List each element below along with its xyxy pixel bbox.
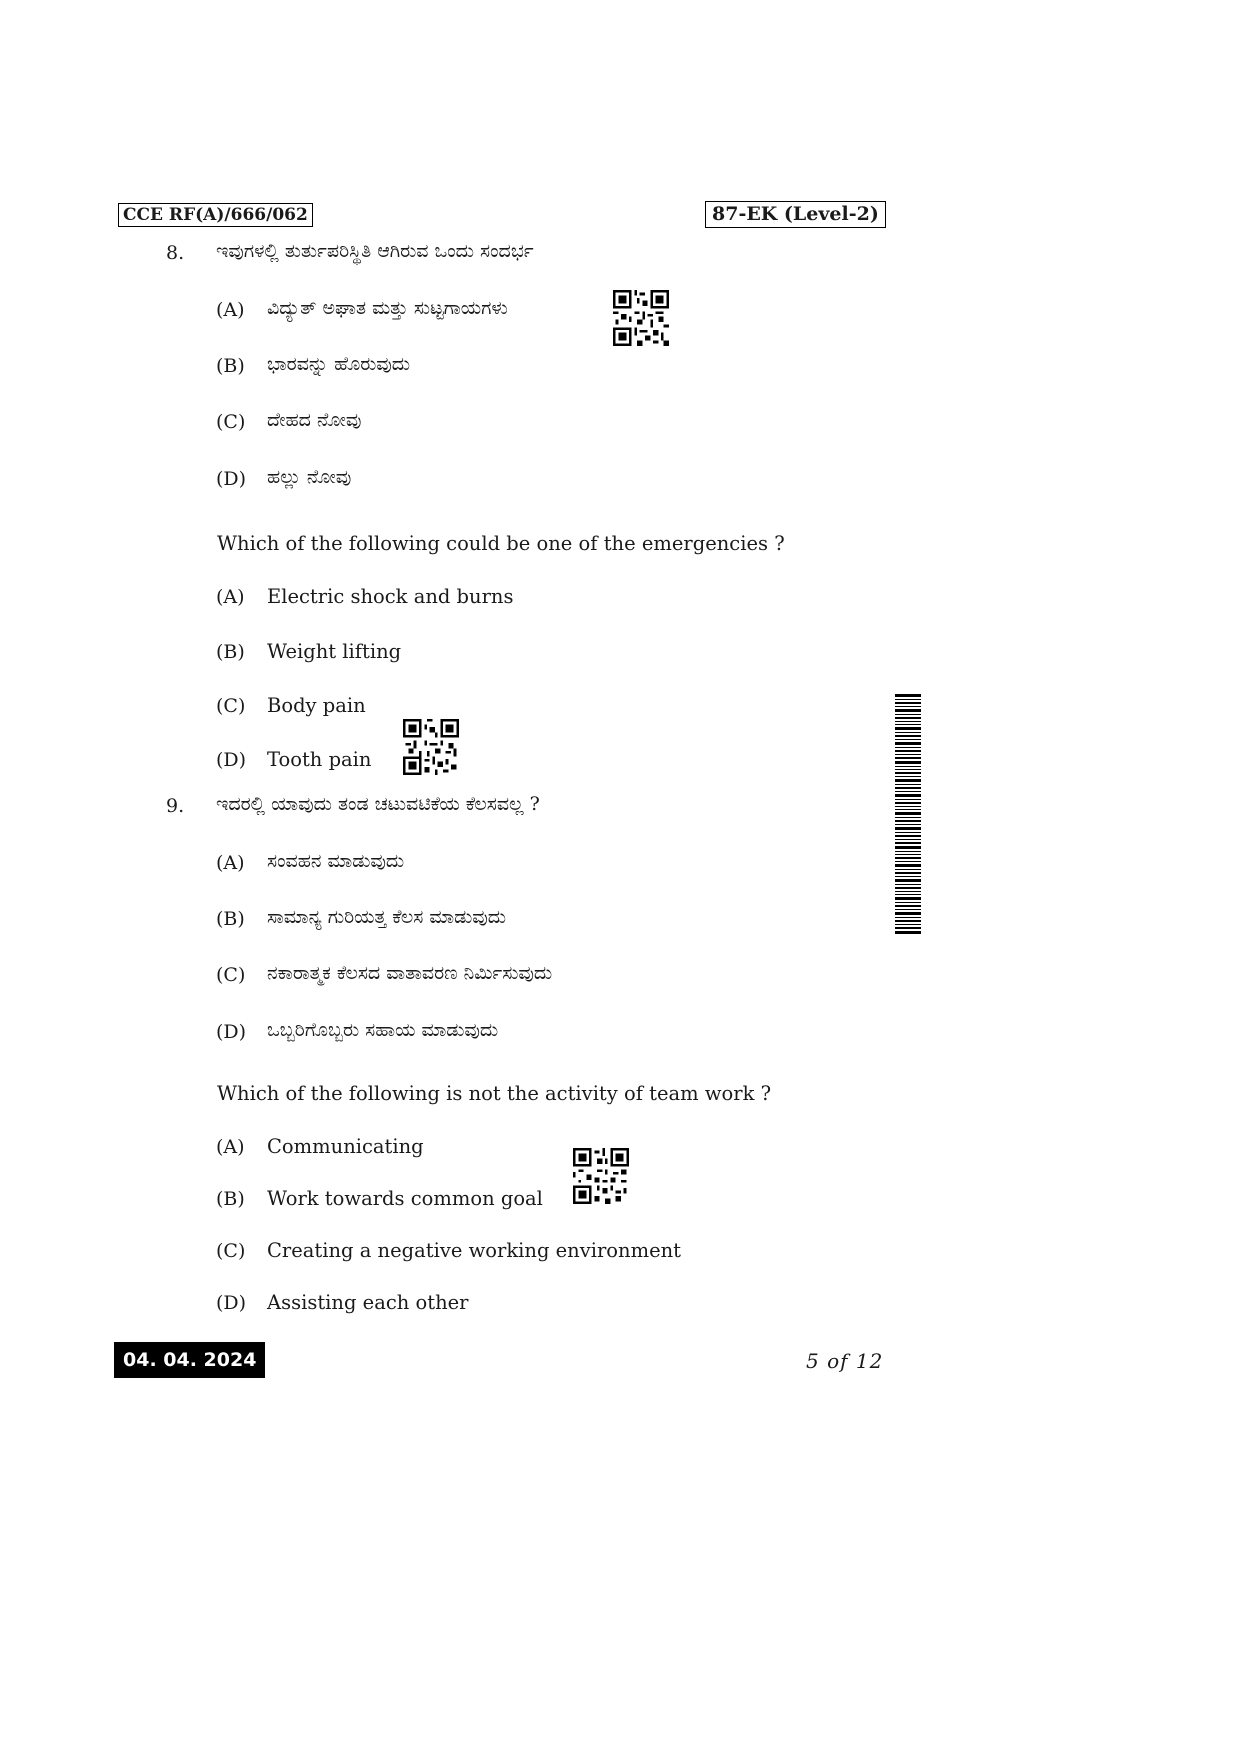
option-letter: (C) (216, 964, 246, 986)
question-stem-kannada: ಇವುಗಳಲ್ಲಿ ತುರ್ತುಪರಿಸ್ಥಿತಿ ಆಗಿರುವ ಒಂದು ಸಂದರ್ಭ (216, 240, 534, 262)
option-text-kannada: ದೇಹದ ನೋವು (267, 409, 362, 431)
option-letter: (A) (216, 586, 245, 608)
option-letter: (D) (216, 1292, 247, 1314)
option-letter: (D) (216, 468, 247, 490)
page-number: 5 of 12 (806, 1349, 884, 1373)
option-letter: (A) (216, 852, 245, 874)
option-letter: (B) (216, 641, 245, 663)
paper-code-left: CCE RF(A)/666/062 (118, 203, 313, 227)
option-letter: (A) (216, 1136, 245, 1158)
option-text-kannada: ಭಾರವನ್ನು ಹೊರುವುದು (267, 353, 411, 375)
question-stem-english: Which of the following could be one of the emergencies ? (217, 532, 785, 555)
question-stem-kannada: ಇದರಲ್ಲಿ ಯಾವುದು ತಂಡ ಚಟುವಟಿಕೆಯ ಕೆಲಸವಲ್ಲ ? (216, 793, 540, 815)
option-text-english: Electric shock and burns (267, 585, 514, 608)
option-text-english: Body pain (267, 694, 366, 717)
option-text-english: Weight lifting (267, 640, 402, 663)
option-letter: (C) (216, 695, 246, 717)
option-letter: (D) (216, 749, 247, 771)
paper-code-right: 87-EK (Level-2) (705, 201, 886, 228)
option-text-kannada: ವಿದ್ಯುತ್ ಅಘಾತ ಮತ್ತು ಸುಟ್ಟಗಾಯಗಳು (267, 297, 508, 319)
option-letter: (A) (216, 299, 245, 321)
option-letter: (B) (216, 1188, 245, 1210)
option-text-kannada: ಸಾಮಾನ್ಯ ಗುರಿಯತ್ತ ಕೆಲಸ ಮಾಡುವುದು (267, 906, 507, 928)
option-letter: (D) (216, 1021, 247, 1043)
option-letter: (B) (216, 355, 245, 377)
option-text-english: Communicating (267, 1135, 424, 1158)
option-text-kannada: ನಕಾರಾತ್ಮಕ ಕೆಲಸದ ವಾತಾವರಣ ನಿರ್ಮಿಸುವುದು (267, 962, 553, 984)
option-letter: (B) (216, 908, 245, 930)
question-number: 8. (166, 242, 185, 264)
option-text-english: Work towards common goal (267, 1187, 543, 1210)
barcode-icon (895, 694, 921, 934)
option-letter: (C) (216, 1240, 246, 1262)
qr-code-icon (613, 290, 669, 346)
option-text-kannada: ಒಬ್ಬರಿಗೊಬ್ಬರು ಸಹಾಯ ಮಾಡುವುದು (267, 1019, 499, 1041)
exam-date: 04. 04. 2024 (114, 1342, 265, 1378)
option-text-english: Tooth pain (267, 748, 372, 771)
option-text-english: Creating a negative working environment (267, 1239, 682, 1262)
question-number: 9. (166, 795, 185, 817)
question-stem-english: Which of the following is not the activity of team work ? (217, 1082, 772, 1105)
qr-code-icon (573, 1148, 629, 1204)
qr-code-icon (403, 719, 459, 775)
option-text-english: Assisting each other (267, 1291, 469, 1314)
option-text-kannada: ಹಲ್ಲು ನೋವು (267, 466, 352, 488)
option-text-kannada: ಸಂವಹನ ಮಾಡುವುದು (267, 850, 405, 872)
option-letter: (C) (216, 411, 246, 433)
